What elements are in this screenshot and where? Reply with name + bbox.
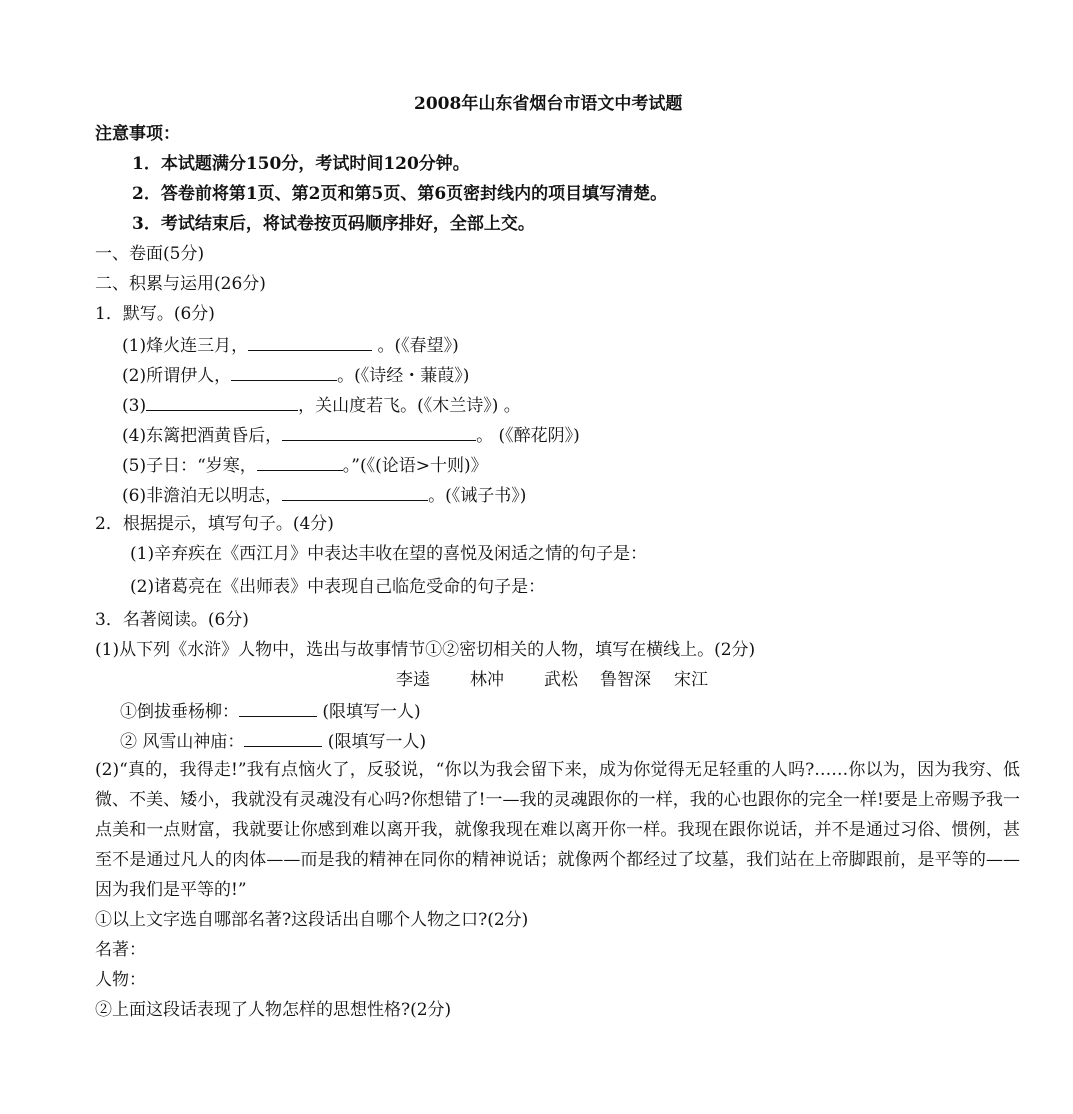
prompt-text: (1)烽火连三月，: [122, 336, 249, 356]
character-option: 李逵: [396, 670, 430, 690]
match-item: [120, 700, 421, 720]
sub-question: (1)从下列《水浒》人物中，选出与故事情节①②密切相关的人物，填写在横线上。(2分): [95, 640, 756, 660]
prompt-text: ② 风雪山神庙：: [120, 732, 245, 752]
hint-text: (限填写一人): [317, 702, 421, 722]
answer-label-person: 人物：: [95, 970, 146, 990]
character-option: 宋江: [674, 670, 708, 690]
sub-question: ①以上文字选自哪部名著?这段话出自哪个人物之口?(2分): [95, 910, 529, 930]
dictation-item: [122, 484, 526, 504]
source-text: 。 (《醉花阴》): [476, 426, 580, 446]
source-text: ，关山度若飞。(《木兰诗》) 。: [298, 396, 521, 416]
section-heading: 一、卷面(5分): [95, 244, 205, 264]
answer-blank[interactable]: [146, 394, 298, 411]
notice-heading: 注意事项：: [95, 124, 180, 144]
prompt-text: (2)所谓伊人，: [122, 366, 232, 386]
notice-item: 3．考试结束后，将试卷按页码顺序排好，全部上交。: [132, 214, 535, 234]
answer-label-work: 名著：: [95, 940, 146, 960]
dictation-item: [122, 454, 488, 474]
notice-item: 1．本试题满分150分，考试时间120分钟。: [132, 154, 470, 174]
question-heading: 1．默写。(6分): [95, 304, 215, 324]
notice-item: 2．答卷前将第1页、第2页和第5页、第6页密封线内的项目填写清楚。: [132, 184, 668, 204]
prompt-text: ①倒拔垂杨柳：: [120, 702, 239, 722]
prompt-text: (6)非澹泊无以明志，: [122, 486, 283, 506]
character-options: [396, 670, 708, 690]
section-heading: 二、积累与运用(26分): [95, 274, 266, 294]
prompt-text: (5)子日：“岁寒，: [122, 456, 257, 476]
answer-blank[interactable]: [239, 700, 317, 717]
character-option: 武松: [544, 670, 578, 690]
source-text: 。(《诗经・蒹葭》): [337, 366, 470, 386]
answer-blank[interactable]: [282, 484, 428, 501]
answer-blank[interactable]: [248, 334, 372, 351]
prompt-text: (3): [122, 396, 147, 416]
match-item: [120, 730, 426, 750]
reading-passage: (2)“真的，我得走!”我有点恼火了，反驳说，“你以为我会留下来，成为你觉得无足轻重的人吗?……你以为，因为我穷、低微、不美、矮小，我就没有灵魂没有心吗?你想错了!一—我的灵魂跟你的一样，我的心也跟你的完全一样!要是上帝赐予我一点美和一点财富，我就要让你感到难以离开我，就像我现在难以离开你一样。我现在跟你说话，并不是通过习俗、惯例，甚至不是通过凡人的肉体——而是我的精神在同你的精神说话；就像两个都经过了坟墓，我们站在上帝脚跟前，是平等的——因为我们是平等的!”: [95, 760, 1020, 900]
fill-sentence-item: (2)诸葛亮在《出师表》中表现自己临危受命的句子是：: [130, 577, 546, 597]
question-heading: 3．名著阅读。(6分): [95, 610, 249, 630]
question-heading: 2．根据提示，填写句子。(4分): [95, 514, 334, 534]
character-option: 鲁智深: [600, 670, 651, 690]
dictation-item: [122, 334, 459, 354]
dictation-item: [122, 364, 469, 384]
dictation-item: [122, 394, 521, 414]
dictation-item: [122, 424, 580, 444]
exam-title: 2008年山东省烟台市语文中考试题: [414, 94, 683, 114]
answer-blank[interactable]: [244, 730, 322, 747]
hint-text: (限填写一人): [322, 732, 427, 752]
source-text: 。(《春望》): [372, 336, 459, 356]
character-option: 林冲: [470, 670, 504, 690]
source-text: 。(《诫子书》): [428, 486, 527, 506]
answer-blank[interactable]: [257, 454, 343, 471]
answer-blank[interactable]: [231, 364, 337, 381]
answer-blank[interactable]: [282, 424, 476, 441]
fill-sentence-item: (1)辛弃疾在《西江月》中表达丰收在望的喜悦及闲适之情的句子是：: [130, 544, 648, 564]
sub-question: ②上面这段话表现了人物怎样的思想性格?(2分): [95, 1000, 452, 1020]
source-text: 。”(《(论语>十则)》: [342, 456, 488, 476]
prompt-text: (4)东篱把酒黄昏后，: [122, 426, 283, 446]
